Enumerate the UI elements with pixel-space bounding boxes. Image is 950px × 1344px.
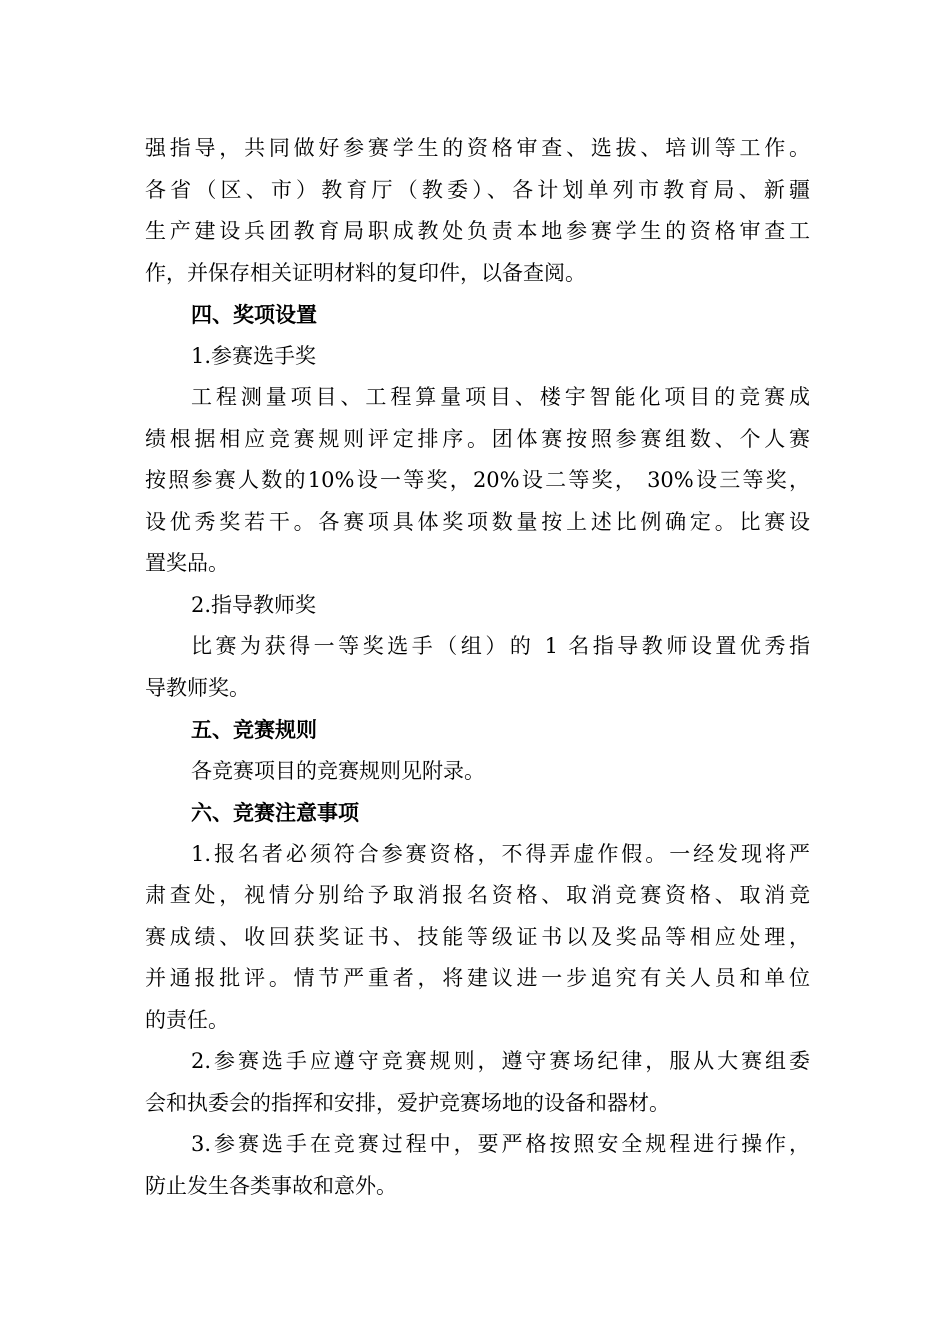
body-line: 的责任。	[145, 1007, 229, 1032]
body-line: 绩根据相应竞赛规则评定排序。团体赛按照参赛组数、个人赛	[145, 426, 810, 451]
body-line: 肃查处，视情分别给予取消报名资格、取消竞赛资格、取消竞	[145, 883, 810, 907]
body-line: 并通报批评。情节严重者，将建议进一步追究有关人员和单位	[145, 966, 810, 990]
body-line: 强指导，共同做好参赛学生的资格审查、选拔、培训等工作。	[145, 136, 810, 160]
body-line: 按照参赛人数的10%设一等奖，20%设二等奖， 30%设三等奖，	[145, 468, 810, 492]
body-line: 防止发生各类事故和意外。	[145, 1173, 397, 1198]
body-line: 赛成绩、收回获奖证书、技能等级证书以及奖品等相应处理，	[145, 924, 810, 949]
body-line: 作，并保存相关证明材料的复印件，以备查阅。	[145, 260, 586, 285]
body-line: 各竞赛项目的竞赛规则见附录。	[191, 758, 485, 783]
body-line: 生产建设兵团教育局职成教处负责本地参赛学生的资格审查工	[145, 219, 810, 243]
section-heading-rules: 五、竞赛规则	[191, 717, 317, 742]
body-line: 比赛为获得一等奖选手（组）的 1 名指导教师设置优秀指	[191, 634, 810, 658]
body-line: 导教师奖。	[145, 675, 250, 700]
document-body	[145, 128, 810, 1207]
body-line: 1.报名者必须符合参赛资格，不得弄虚作假。一经发现将严	[191, 841, 810, 866]
body-line: 2.参赛选手应遵守竞赛规则，遵守赛场纪律，服从大赛组委	[191, 1049, 810, 1073]
subheading-contestant-award: 1.参赛选手奖	[191, 343, 317, 368]
body-line: 3.参赛选手在竞赛过程中，要严格按照安全规程进行操作，	[191, 1132, 810, 1156]
section-heading-notes: 六、竞赛注意事项	[191, 800, 359, 825]
body-line: 工程测量项目、工程算量项目、楼宇智能化项目的竞赛成	[191, 385, 810, 409]
subheading-teacher-award: 2.指导教师奖	[191, 592, 317, 617]
body-line: 置奖品。	[145, 551, 229, 575]
body-line: 设优秀奖若干。各赛项具体奖项数量按上述比例确定。比赛设	[145, 509, 810, 534]
body-line: 各省（区、市）教育厅（教委）、各计划单列市教育局、新疆	[145, 177, 810, 202]
body-line: 会和执委会的指挥和安排，爱护竞赛场地的设备和器材。	[145, 1090, 670, 1115]
section-heading-awards: 四、奖项设置	[191, 302, 317, 327]
